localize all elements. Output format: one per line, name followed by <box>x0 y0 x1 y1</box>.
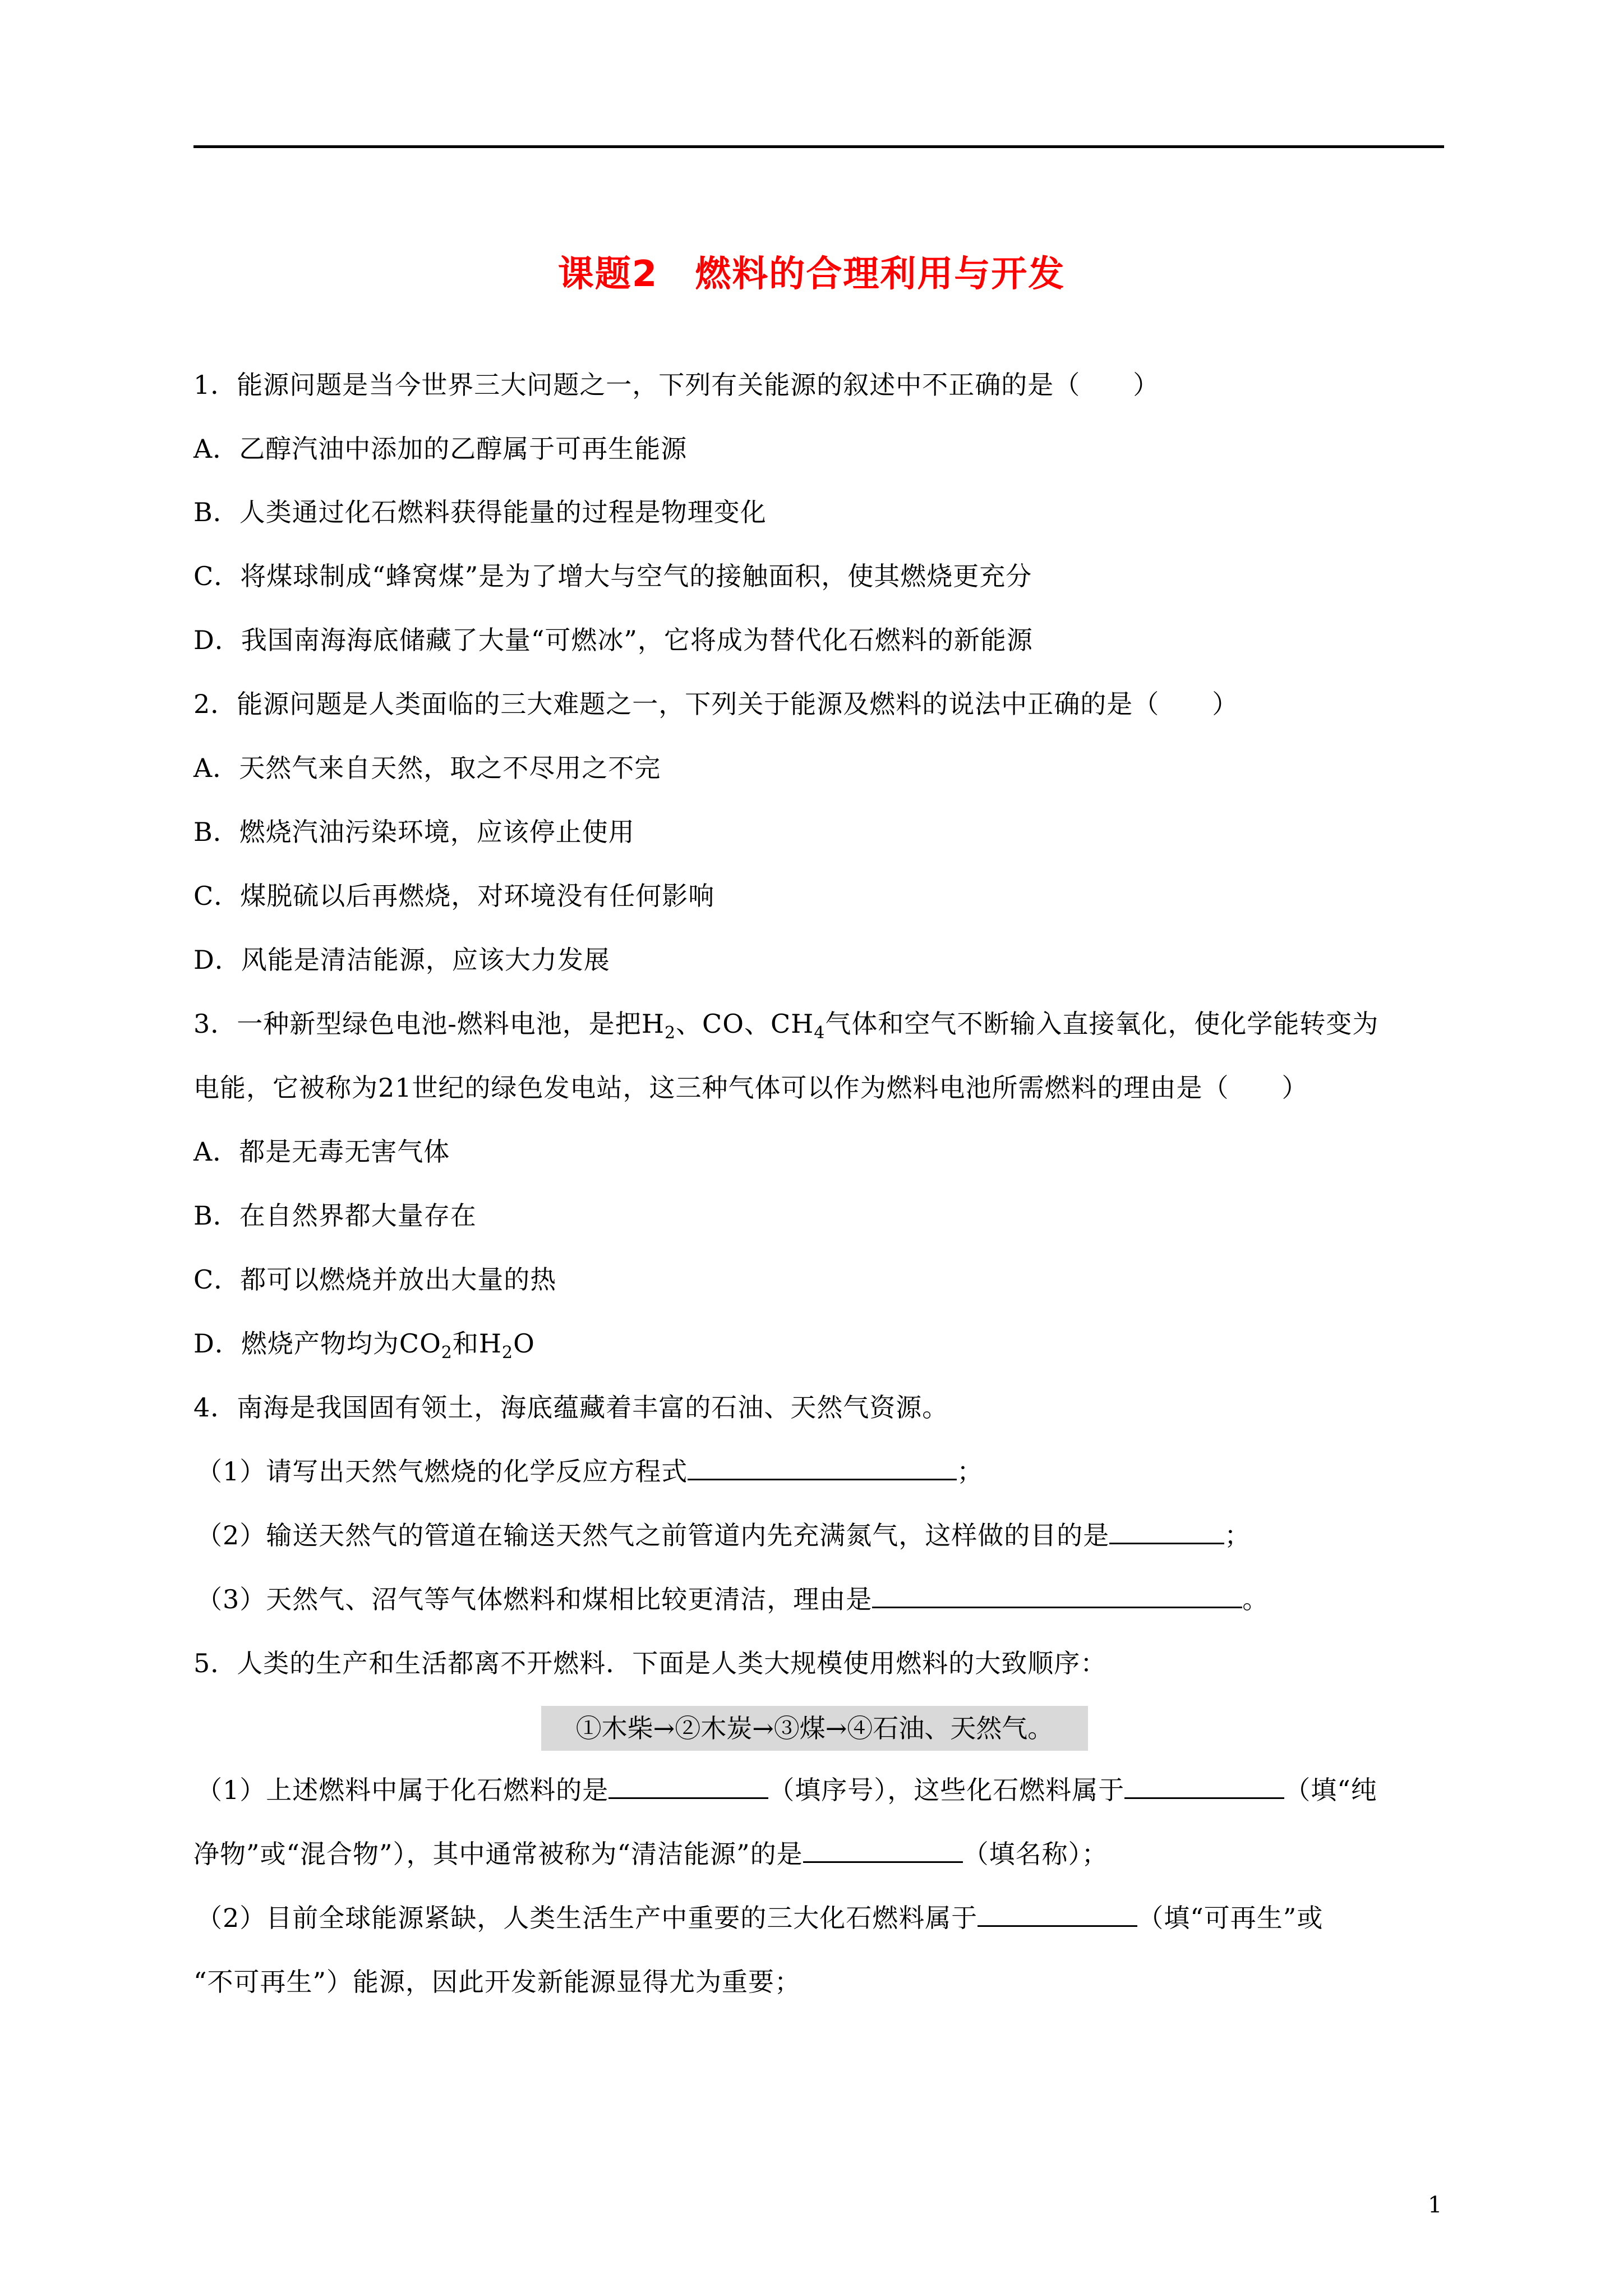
q3-option-a: A．都是无毒无害气体 <box>193 1137 450 1167</box>
q3-formula-h: H <box>641 1009 665 1039</box>
q2-option-c: C．煤脱硫以后再燃烧，对环境没有任何影响 <box>193 881 715 911</box>
q3-stem-text-b: 气体和空气不断输入直接氧化，使化学能转变为 <box>825 1009 1379 1039</box>
q5-part1-text-b: （填序号），这些化石燃料属于 <box>768 1775 1125 1805</box>
q5-part1-blank1[interactable] <box>608 1772 768 1799</box>
q4-part3 <box>196 1580 1447 1619</box>
header-rule <box>193 145 1444 148</box>
q4-part2-text: （2）输送天然气的管道在输送天然气之前管道内先充满氮气，这样做的目的是 <box>196 1520 1110 1550</box>
q4-part1 <box>196 1452 1447 1491</box>
q5-part1-text-d: 净物”或“混合物”），其中通常被称为“清洁能源”的是 <box>193 1839 803 1869</box>
q1-option-a: A．乙醇汽油中添加的乙醇属于可再生能源 <box>193 434 688 464</box>
q5-part2-blank[interactable] <box>978 1899 1137 1927</box>
q5-stem: 5．人类的生产和生活都离不开燃料．下面是人类大规模使用燃料的大致顺序： <box>193 1648 1107 1678</box>
q4-part3-blank[interactable] <box>872 1581 1242 1608</box>
q5-part2-text-a: （2）目前全球能源紧缺，人类生活生产中重要的三大化石燃料属于 <box>196 1903 978 1933</box>
q1-option-b: B．人类通过化石燃料获得能量的过程是物理变化 <box>193 497 767 527</box>
q3-option-b: B．在自然界都大量存在 <box>193 1200 477 1231</box>
page-title: 课题2 燃料的合理利用与开发 <box>557 254 1066 295</box>
q4-part1-blank[interactable] <box>688 1453 957 1480</box>
q2-option-a: A．天然气来自天然，取之不尽用之不完 <box>193 753 661 783</box>
q3-formula-co-ch: 、CO、CH <box>676 1009 814 1039</box>
q3-option-d-text-b: 和H <box>452 1328 502 1359</box>
q3-formula-ch-sub: 4 <box>814 1023 826 1043</box>
q4-part3-end: 。 <box>1242 1584 1269 1614</box>
q4-part1-text: （1）请写出天然气燃烧的化学反应方程式 <box>196 1456 688 1487</box>
q3-formula-h-sub: 2 <box>664 1023 676 1043</box>
q4-part2 <box>196 1516 1447 1555</box>
q3-option-d-sub2: 2 <box>502 1343 514 1363</box>
q5-part2-line2: “不可再生”）能源，因此开发新能源显得尤为重要； <box>193 1967 801 1997</box>
q5-part1-line1 <box>196 1770 1447 1810</box>
page-number: 1 <box>1428 2192 1442 2218</box>
q3-option-c: C．都可以燃烧并放出大量的热 <box>193 1264 557 1295</box>
q2-option-b: B．燃烧汽油污染环境，应该停止使用 <box>193 817 635 847</box>
q4-stem: 4．南海是我国固有领土，海底蕴藏着丰富的石油、天然气资源。 <box>193 1392 949 1423</box>
q3-stem-text-a: 3．一种新型绿色电池-燃料电池，是把 <box>193 1009 642 1039</box>
q1-stem: 1．能源问题是当今世界三大问题之一，下列有关能源的叙述中不正确的是（ ） <box>193 370 1160 400</box>
q4-part2-blank[interactable] <box>1109 1517 1224 1544</box>
q4-part2-end: ； <box>1224 1520 1251 1550</box>
q3-stem-line2: 电能，它被称为21世纪的绿色发电站，这三种气体可以作为燃料电池所需燃料的理由是（ ） <box>193 1073 1308 1103</box>
q5-part2-text-b: （填“可再生”或 <box>1137 1903 1324 1933</box>
fuel-sequence-box: ①木柴→②木炭→③煤→④石油、天然气。 <box>541 1706 1088 1751</box>
q5-part1-text-e: （填名称）； <box>962 1839 1108 1869</box>
q3-option-d-text-c: O <box>513 1328 535 1359</box>
q3-option-d-text-a: D．燃烧产物均为CO <box>193 1328 441 1359</box>
q1-option-c: C．将煤球制成“蜂窝煤”是为了增大与空气的接触面积，使其燃烧更充分 <box>193 561 1032 591</box>
q5-part1-blank2[interactable] <box>1124 1772 1284 1799</box>
q5-part1-text-c: （填“纯 <box>1284 1775 1377 1805</box>
q5-part1-line2 <box>193 1834 1444 1874</box>
q3-stem-line1 <box>193 1004 1444 1043</box>
q2-option-d: D．风能是清洁能源，应该大力发展 <box>193 945 610 975</box>
q2-stem: 2．能源问题是人类面临的三大难题之一，下列关于能源及燃料的说法中正确的是（ ） <box>193 689 1239 719</box>
q5-part1-text-a: （1）上述燃料中属于化石燃料的是 <box>196 1775 609 1805</box>
q3-option-d <box>193 1324 1444 1363</box>
q4-part3-text: （3）天然气、沼气等气体燃料和煤相比较更清洁，理由是 <box>196 1584 873 1614</box>
q1-option-d: D．我国南海海底储藏了大量“可燃冰”，它将成为替代化石燃料的新能源 <box>193 625 1033 655</box>
q4-part1-end: ； <box>957 1456 984 1487</box>
q5-part1-blank3[interactable] <box>803 1835 963 1863</box>
q5-part2-line1 <box>196 1898 1447 1938</box>
q3-option-d-sub1: 2 <box>441 1343 453 1363</box>
